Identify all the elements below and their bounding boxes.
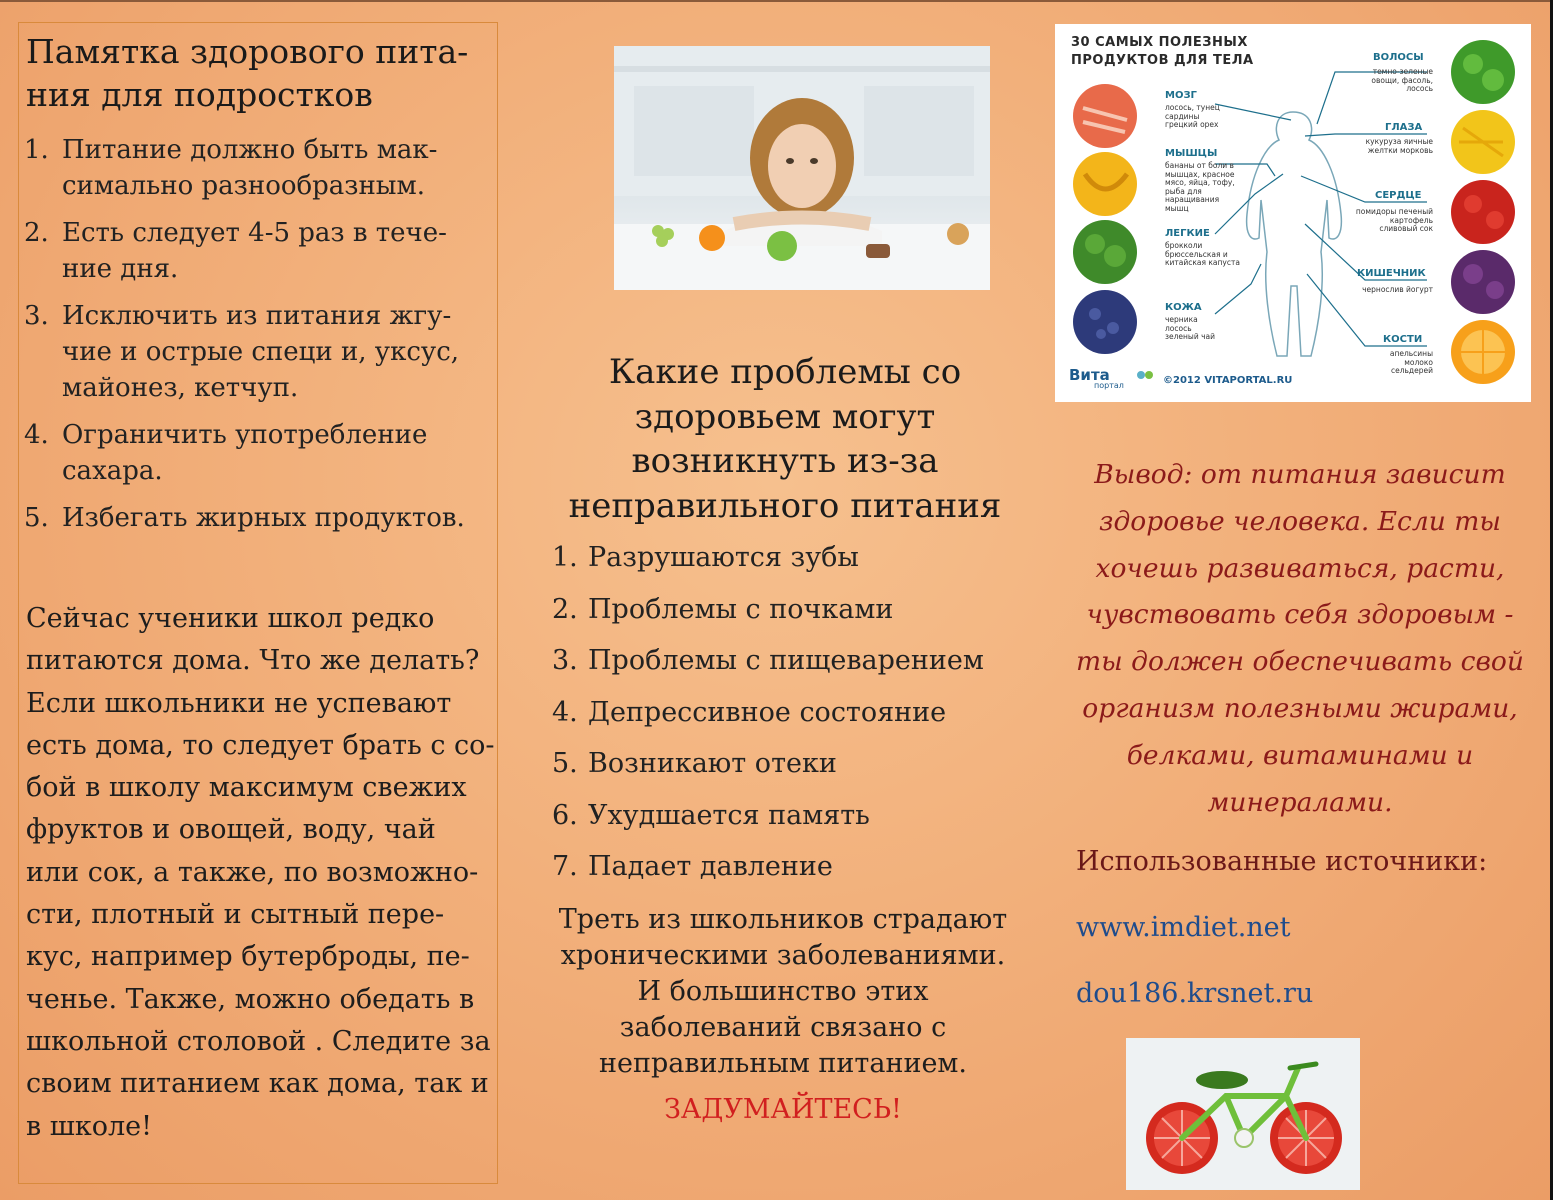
item-number: 4. bbox=[552, 696, 578, 728]
list-item bbox=[552, 643, 1022, 679]
item-number: 7. bbox=[552, 851, 578, 882]
list-item bbox=[552, 746, 1022, 782]
organ-foods: темно-зеленые овощи, фасоль, лосось bbox=[1371, 67, 1433, 93]
organ-foods: лосось, тунец сардины грецкий орех bbox=[1165, 103, 1220, 129]
item-number: 4. bbox=[24, 420, 49, 450]
item-number: 2. bbox=[24, 218, 49, 248]
organ-foods: кукуруза яичные желтки морковь bbox=[1365, 137, 1433, 155]
item-text: Есть следует 4-5 раз в тече-ние дня. bbox=[62, 218, 447, 284]
item-text: Ухудшается память bbox=[588, 799, 870, 831]
list-item bbox=[24, 500, 494, 536]
organ-foods: брокколи брюссельская и китайская капуста bbox=[1165, 241, 1240, 267]
item-number: 3. bbox=[552, 645, 578, 676]
item-text: Возникают отеки bbox=[588, 748, 837, 779]
sources-heading: Использованные источники: bbox=[1076, 846, 1488, 877]
item-number: 5. bbox=[24, 503, 49, 533]
organ-foods: помидоры печеный картофель сливовый сок bbox=[1355, 207, 1433, 233]
list-item bbox=[24, 298, 494, 406]
list-item bbox=[552, 592, 1022, 628]
list-item bbox=[552, 798, 1022, 834]
warning-text: ЗАДУМАЙТЕСЬ! bbox=[664, 1094, 902, 1125]
item-text: Разрушаются зубы bbox=[588, 542, 859, 573]
item-number: 1. bbox=[24, 135, 49, 165]
organ-foods: черника лосось зеленый чай bbox=[1165, 315, 1215, 341]
vegetable-bicycle-photo bbox=[1126, 1038, 1360, 1190]
source-link[interactable]: dou186.krsnet.ru bbox=[1076, 978, 1314, 1009]
item-text: Ограничить употребление сахара. bbox=[62, 420, 428, 486]
vita-portal-logo: Вита bbox=[1069, 366, 1110, 384]
school-advice-paragraph: Сейчас ученики школ редко питаются дома. Что же делать? Если школьники не успевают есть дома, то следует брать с со-бой в школу максимум свежих фруктов и овощей, воду, чай или сок, а также, по возможно-сти, плотный и сытный пере-кус, например бутерброды, пе-ченье. Также, можно обедать в школьной столовой . Следите за своим питанием как дома, так и в школе! bbox=[26, 603, 495, 1142]
item-number: 6. bbox=[552, 799, 578, 831]
logo-subtitle: портал bbox=[1094, 381, 1124, 390]
organ-label: МЫШЦЫ bbox=[1165, 148, 1218, 159]
source-link[interactable]: www.imdiet.net bbox=[1076, 912, 1291, 943]
item-number: 3. bbox=[24, 301, 49, 331]
problems-list bbox=[552, 540, 1022, 901]
organ-label: ЛЕГКИЕ bbox=[1165, 228, 1210, 239]
organ-foods: бананы от боли в мышцах, красное мясо, яйца, тофу, рыба для наращивания мышц bbox=[1165, 161, 1235, 213]
item-text: Депрессивное состояние bbox=[588, 696, 947, 728]
list-item bbox=[24, 132, 494, 204]
nutrition-rules-list bbox=[24, 132, 494, 547]
list-item bbox=[552, 695, 1022, 731]
woman-with-fruit-photo bbox=[614, 46, 990, 290]
item-text: Падает давление bbox=[588, 851, 833, 882]
statistics-paragraph: Треть из школьников страдают хроническими заболеваниями. И большинство этих заболеваний связано с неправильным питанием. bbox=[558, 904, 1008, 1079]
item-number: 2. bbox=[552, 593, 578, 625]
top-border bbox=[0, 0, 1553, 2]
list-item bbox=[552, 849, 1022, 885]
organ-label: КОСТИ bbox=[1383, 334, 1423, 345]
infographic-title: 30 САМЫХ ПОЛЕЗНЫХ ПРОДУКТОВ ДЛЯ ТЕЛА bbox=[1071, 35, 1254, 68]
problems-heading: Какие проблемы со здоровьем могут возникнуть из-за неправильного питания bbox=[568, 352, 1002, 526]
item-text: Проблемы с почками bbox=[588, 593, 894, 625]
organ-label: МОЗГ bbox=[1165, 90, 1197, 101]
organ-label: ГЛАЗА bbox=[1385, 122, 1423, 133]
list-item bbox=[552, 540, 1022, 576]
organ-label: ВОЛОСЫ bbox=[1373, 52, 1424, 63]
item-number: 1. bbox=[552, 542, 578, 573]
copyright-text: ©2012 VITAPORTAL.RU bbox=[1163, 375, 1293, 386]
list-item bbox=[24, 215, 494, 287]
list-item bbox=[24, 417, 494, 489]
organ-label: КОЖА bbox=[1165, 302, 1202, 313]
item-text: Проблемы с пищеварением bbox=[588, 645, 984, 676]
leaflet-title: Памятка здорового пита-ния для подростков bbox=[26, 32, 469, 114]
organ-label: КИШЕЧНИК bbox=[1357, 268, 1426, 279]
item-text: Исключить из питания жгу-чие и острые специ и, уксус, майонез, кетчуп. bbox=[62, 301, 460, 403]
organ-label: СЕРДЦЕ bbox=[1375, 190, 1422, 201]
item-text: Питание должно быть мак-симально разнообразным. bbox=[62, 135, 438, 201]
item-number: 5. bbox=[552, 748, 578, 779]
conclusion-text: Вывод: от питания зависит здоровье человека. Если ты хочешь развиваться, расти, чувствовать себя здоровым - ты должен обеспечивать свой организм полезными жирами, белками, витаминами и минералами. bbox=[1076, 459, 1524, 818]
organ-foods: апельсины молоко сельдерей bbox=[1389, 349, 1433, 375]
healthy-foods-infographic bbox=[1055, 24, 1531, 402]
item-text: Избегать жирных продуктов. bbox=[62, 503, 465, 533]
organ-foods: чернослив йогурт bbox=[1362, 285, 1433, 294]
